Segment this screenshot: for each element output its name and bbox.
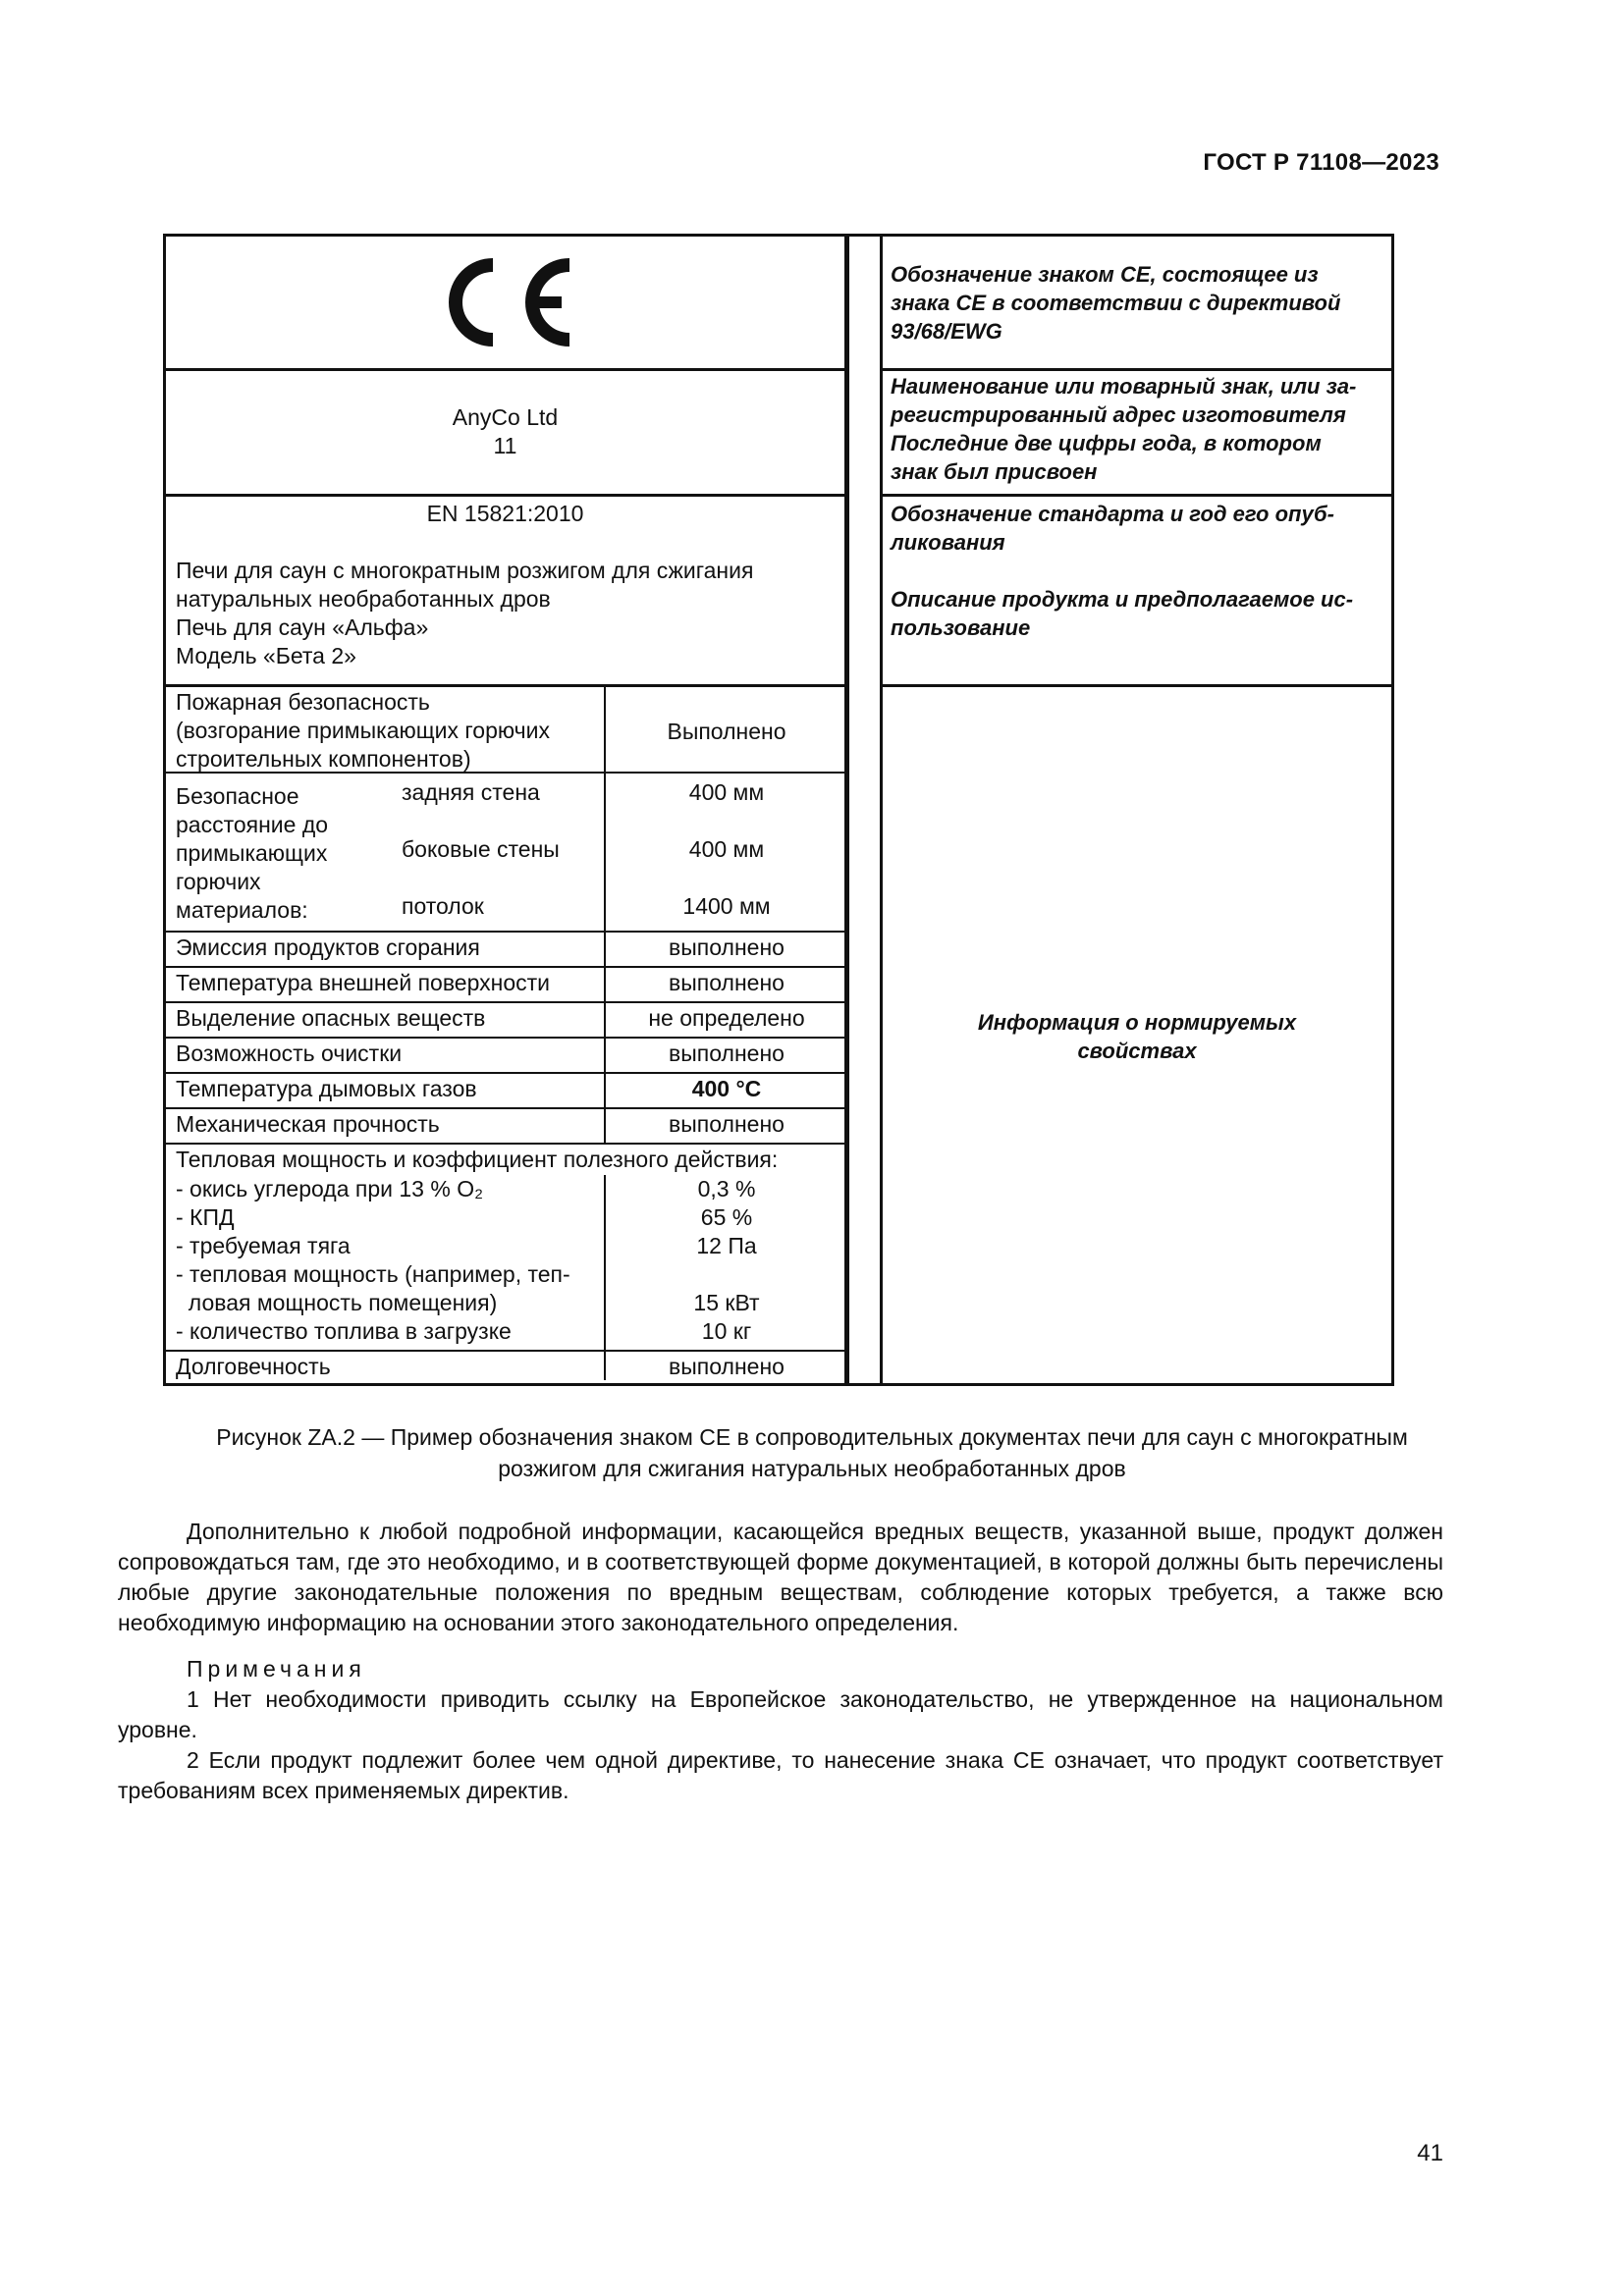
thermal-item: - количество топлива в загрузке (176, 1318, 512, 1344)
ce-logo-icon (166, 237, 844, 368)
manufacturer-explanation: Наименование или товарный знак, или за- регистрированный адрес изготовителя Последние две цифры года, в котором знак был присвоен (891, 374, 1357, 484)
ce-marking-figure (163, 234, 1394, 1386)
property-value: выполнено (669, 970, 785, 995)
thermal-value: 65 % (700, 1204, 753, 1230)
durability-value: выполнено (669, 1354, 785, 1379)
thermal-value: 0,3 % (697, 1176, 756, 1201)
product-description: Печи для саун с многократным розжигом для сжигания натуральных необработанных дров Печь для саун «Альфа» Модель «Бета 2» (176, 558, 754, 668)
standard-reference: EN 15821:2010 (426, 501, 584, 526)
usage-explanation: Описание продукта и предполагаемое ис- пользование (891, 587, 1354, 640)
notes-title: Примечания (187, 1656, 366, 1682)
properties-info: Информация о нормируемых свойствах (977, 1010, 1297, 1063)
property-name: Эмиссия продуктов сгорания (176, 934, 480, 960)
property-name: Механическая прочность (176, 1111, 440, 1137)
property-value: выполнено (669, 934, 785, 960)
thermal-item: ловая мощность помещения) (176, 1290, 498, 1315)
distance-side-walls-value: 400 мм (688, 836, 765, 862)
distance-side-walls: боковые стены (402, 836, 560, 862)
property-value: выполнено (669, 1041, 785, 1066)
figure-caption: Рисунок ZA.2 — Пример обозначения знаком СЕ в сопроводительных документах печи для саун с многократным розжигом для сжигания натуральных необработанных дров (216, 1424, 1408, 1481)
distance-back-wall: задняя стена (402, 779, 540, 805)
explanation-column (880, 234, 1394, 1386)
safe-distance-label: Безопасное расстояние до примыкающих горючих материалов: (176, 783, 329, 923)
fire-safety-label: Пожарная безопасность (возгорание примыкающих горючих строительных компонентов) (176, 689, 550, 772)
property-name: Температура внешней поверхности (176, 970, 550, 995)
body-paragraph: Дополнительно к любой подробной информации, касающейся вредных веществ, указанной выше, продукт должен сопровождаться там, где это необходимо, и в соответствующей форме документацией, в которой должны быть перечислены любые другие законодательные положения по вредным веществам, соблюдение которых требуется, а также всю необходимую информацию на основании этого законодательного определения. (118, 1519, 1443, 1635)
thermal-header: Тепловая мощность и коэффициент полезного действия: (176, 1147, 779, 1172)
fire-safety-value: Выполнено (667, 719, 786, 744)
property-name: Возможность очистки (176, 1041, 403, 1066)
thermal-item: - тепловая мощность (например, теп- (176, 1261, 570, 1287)
property-name: Температура дымовых газов (176, 1076, 477, 1101)
property-value: 400 °С (691, 1076, 762, 1101)
thermal-value: 10 кг (701, 1318, 752, 1344)
thermal-item: - КПД (176, 1204, 235, 1230)
property-value: выполнено (669, 1111, 785, 1137)
ce-label-block (163, 234, 847, 1386)
property-name: Выделение опасных веществ (176, 1005, 486, 1031)
document-standard-number: ГОСТ Р 71108—2023 (1203, 149, 1439, 176)
manufacturer-name: AnyCo Ltd (452, 404, 559, 430)
standard-explanation: Обозначение стандарта и год его опуб- ликования (891, 502, 1334, 555)
distance-ceiling-value: 1400 мм (682, 893, 771, 919)
distance-back-wall-value: 400 мм (688, 779, 765, 805)
column-separator (847, 234, 880, 1386)
distance-ceiling: потолок (402, 893, 484, 919)
ce-marking-explanation: Обозначение знаком СЕ, состоящее из знака СЕ в соответствии с директивой 93/68/EWG (891, 262, 1341, 344)
thermal-item: - требуемая тяга (176, 1233, 351, 1258)
thermal-item: - окись углерода при 13 % О₂ (176, 1176, 484, 1201)
thermal-value: 15 кВт (693, 1290, 760, 1315)
year-digits: 11 (493, 433, 517, 458)
durability-label: Долговечность (176, 1354, 331, 1379)
page-number: 41 (1417, 2140, 1443, 2166)
note-2: 2 Если продукт подлежит более чем одной директиве, то нанесение знака СЕ означает, что продукт соответствует требованиям всех применяемых директив. (118, 1747, 1443, 1803)
note-1: 1 Нет необходимости приводить ссылку на Европейское законодательство, не утвержденное на национальном уровне. (118, 1686, 1443, 1742)
thermal-value: 12 Па (696, 1233, 757, 1258)
property-value: не определено (648, 1005, 805, 1031)
